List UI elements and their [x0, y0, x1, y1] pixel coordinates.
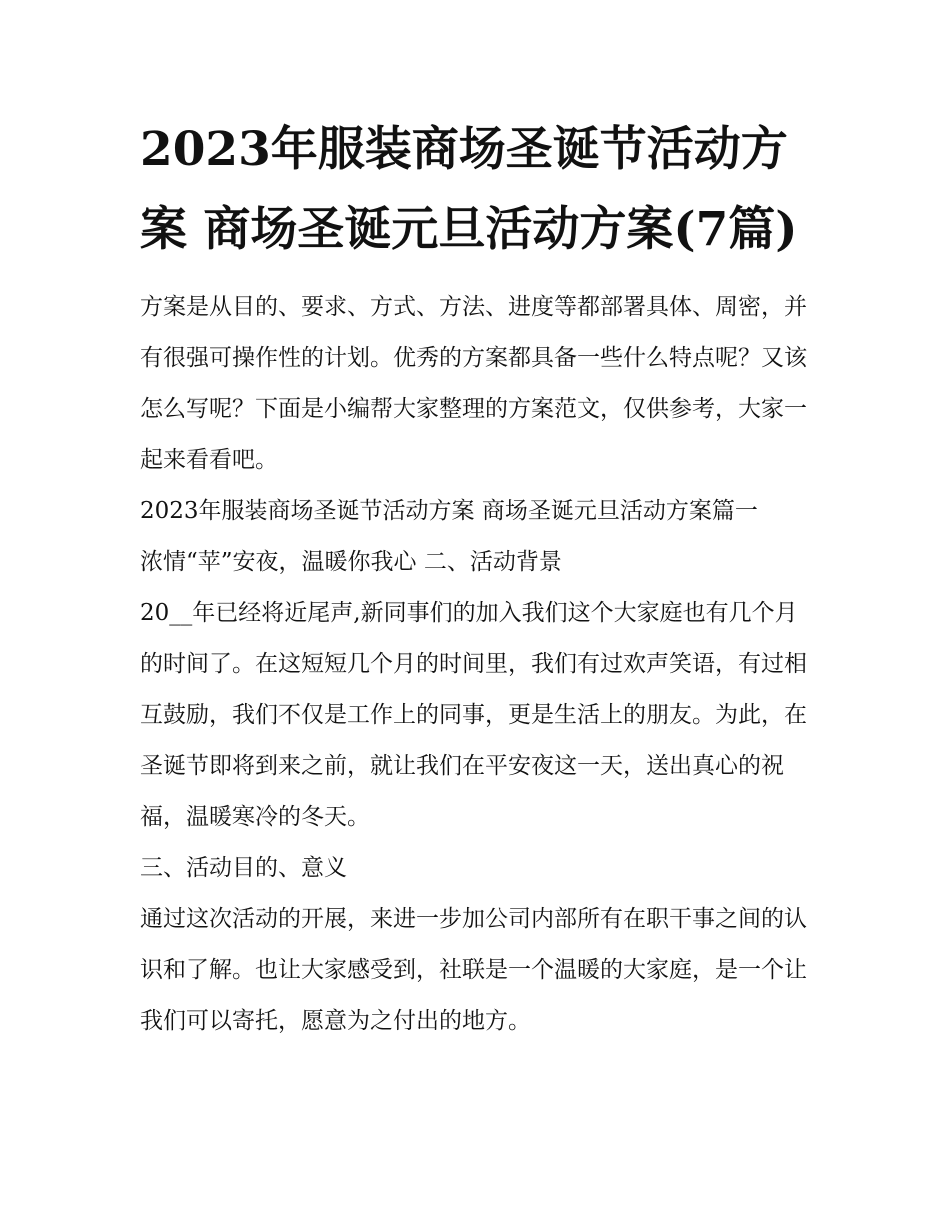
paragraph-theme: 浓情“苹”安夜，温暖你我心 二、活动背景: [140, 549, 562, 575]
paragraph-purpose: 通过这次活动的开展，来进一步加公司内部所有在职干事之间的认识和了解。也让大家感受到，社联是一个温暖的大家庭，是一个让我们可以寄托，愿意为之付出的地方。: [140, 906, 807, 1034]
paragraph-purpose-heading: 三、活动目的、意义: [140, 855, 347, 881]
paragraph-background: 20__年已经将近尾声,新同事们的加入我们这个大家庭也有几个月的时间了。在这短短几个月的时间里，我们有过欢声笑语，有过相互鼓励，我们不仅是工作上的同事，更是生活上的朋友。为此，在圣诞节即将到来之前，就让我们在平安夜这一天，送出真心的祝福，温暖寒冷的冬天。: [140, 600, 807, 830]
paragraph-intro: 方案是从目的、要求、方式、方法、进度等都部署具体、周密，并有很强可操作性的计划。优秀的方案都具备一些什么特点呢？又该怎么写呢？下面是小编帮大家整理的方案范文，仅供参考，大家一起来看看吧。: [140, 294, 807, 473]
document-page: [140, 110, 820, 1047]
document-body: [140, 282, 820, 1047]
paragraph-section-heading: 2023年服装商场圣诞节活动方案 商场圣诞元旦活动方案篇一: [140, 498, 758, 524]
document-title: 2023年服装商场圣诞节活动方案 商场圣诞元旦活动方案(7篇): [140, 122, 798, 257]
